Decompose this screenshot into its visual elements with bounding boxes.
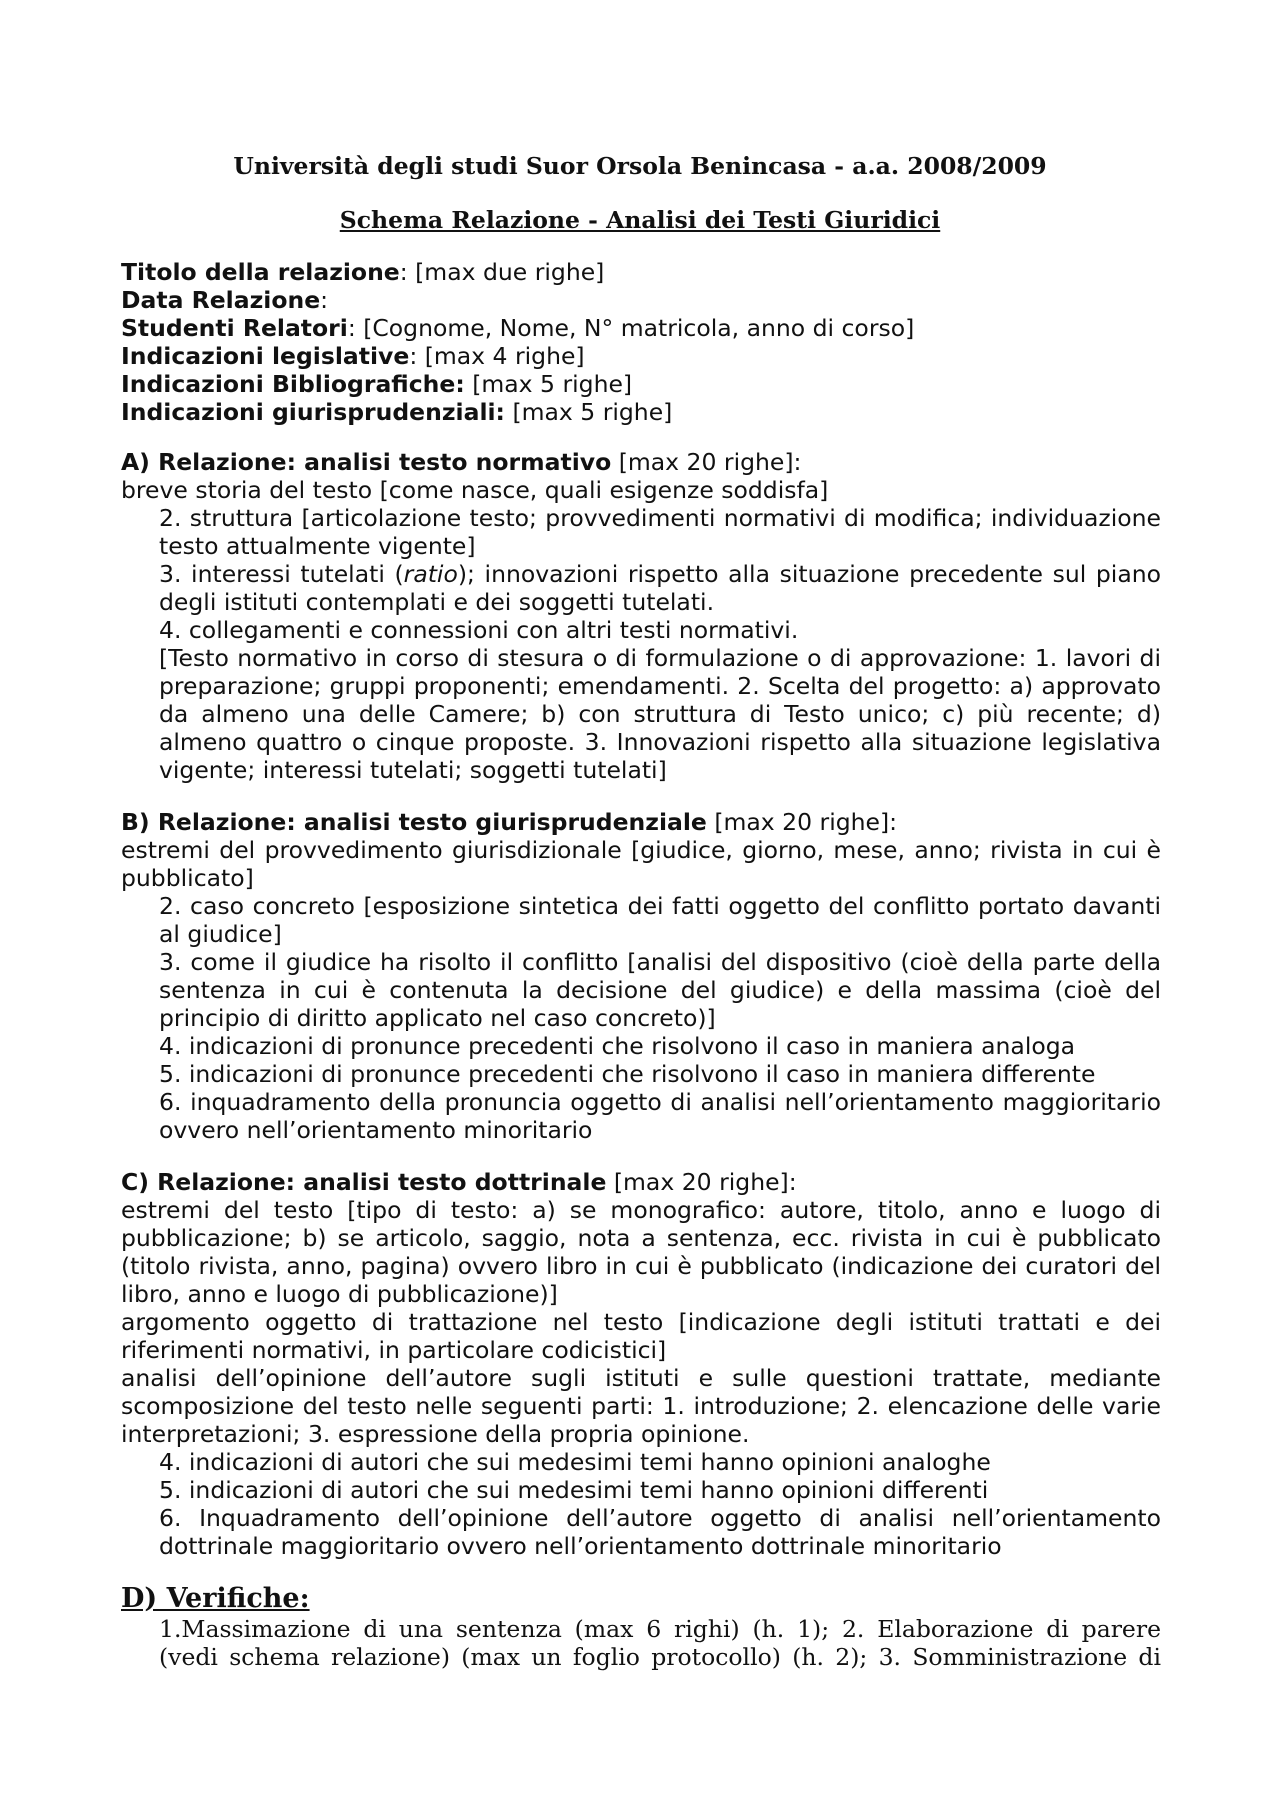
section-b-item-5: 5. indicazioni di pronunce precedenti che risolvono il caso in maniera differente (159, 1060, 1096, 1088)
field-giurisprudenziali (121, 398, 1161, 426)
field-legislative (121, 342, 1161, 370)
section-b-limit: [max 20 righe]: (706, 808, 898, 836)
field-label: Titolo della relazione (121, 258, 400, 286)
field-value: [max 5 righe] (512, 398, 673, 426)
section-a-item-4: 4. collegamenti e connessioni con altri testi normativi. (159, 616, 799, 644)
section-d-item-1: 1.Massimazione di una sentenza (max 6 righi) (h. 1); 2. Elaborazione di parere (vedi schema relazione) (max un foglio protocollo) (h. 2); 3. Somministrazione di (159, 1615, 1161, 1671)
field-label: Indicazioni legislative (121, 342, 410, 370)
section-d-title: D) Verifiche: (121, 1583, 310, 1614)
section-c-item-1: estremi del testo [tipo di testo: a) se monografico: autore, titolo, anno e luogo di pubblicazione; b) se articolo, saggio, nota a sentenza, ecc. rivista in cui è pubblicato (titolo rivista, anno, pagina) ovvero libro in cui è pubblicato (indicazione dei curatori del libro, anno e luogo di pubblicazione)] (121, 1196, 1161, 1308)
field-data (121, 286, 1161, 314)
section-a-item-1: breve storia del testo [come nasce, quali esigenze soddisfa] (121, 476, 829, 504)
section-b-item-6: 6. inquadramento della pronuncia oggetto di analisi nell’orientamento maggioritario ovvero nell’orientamento minoritario (159, 1088, 1161, 1144)
section-a-title (121, 448, 1161, 476)
field-value: [max due righe] (415, 258, 605, 286)
field-value: [max 5 righe] (472, 370, 633, 398)
section-c-item-5: 5. indicazioni di autori che sui medesimi temi hanno opinioni differenti (159, 1476, 989, 1504)
section-b-item-4: 4. indicazioni di pronunce precedenti che risolvono il caso in maniera analoga (159, 1032, 1076, 1060)
field-label: Data Relazione (121, 286, 321, 314)
field-sep: : (409, 342, 425, 370)
section-c (121, 1168, 1161, 1560)
section-b-item-2: 2. caso concreto [esposizione sintetica dei fatti oggetto del conflitto portato davanti al giudice] (159, 892, 1161, 948)
section-b-title (121, 808, 1161, 836)
section-b-heading: B) Relazione: analisi testo giurisprudenziale (121, 808, 707, 836)
field-titolo (121, 258, 1161, 286)
field-label: Indicazioni giurisprudenziali: (121, 398, 505, 426)
schema-title (0, 206, 1280, 234)
fields-block (121, 258, 1161, 426)
section-c-heading: C) Relazione: analisi testo dottrinale (121, 1168, 607, 1196)
section-c-item-6: 6. Inquadramento dell’opinione dell’autore oggetto di analisi nell’orientamento dottrinale maggioritario ovvero nell’orientamento dottrinale minoritario (159, 1504, 1161, 1560)
section-c-item-4: 4. indicazioni di autori che sui medesimi temi hanno opinioni analoghe (159, 1448, 991, 1476)
field-label: Indicazioni Bibliografiche: (121, 370, 465, 398)
section-b-item-1: estremi del provvedimento giurisdizionale [giudice, giorno, mese, anno; rivista in cui è pubblicato] (121, 836, 1161, 892)
section-a (121, 448, 1161, 784)
field-value: [Cognome, Nome, N° matricola, anno di corso] (363, 314, 915, 342)
schema-title-text: Schema Relazione - Analisi dei Testi Giuridici (339, 206, 941, 234)
section-d (121, 1583, 1161, 1671)
section-a-item-3-pre: 3. interessi tutelati ( (159, 560, 404, 588)
section-a-item-2: 2. struttura [articolazione testo; provvedimenti normativi di modifica; individuazione testo attualmente vigente] (159, 504, 1161, 560)
section-c-item-2: argomento oggetto di trattazione nel testo [indicazione degli istituti trattati e dei riferimenti normativi, in particolare codicistici] (121, 1308, 1161, 1364)
section-a-limit: [max 20 righe]: (611, 448, 802, 476)
section-a-item-3-post: ); innovazioni rispetto alla situazione precedente sul piano degli istituti contemplati e dei soggetti tutelati. (159, 560, 1161, 616)
field-value: [max 4 righe] (424, 342, 585, 370)
section-b-item-3: 3. come il giudice ha risolto il conflitto [analisi del dispositivo (cioè della parte della sentenza in cui è contenuta la decisione del giudice) e della massima (cioè del principio di diritto applicato nel caso concreto)] (159, 948, 1161, 1032)
section-b (121, 808, 1161, 1144)
field-bibliografiche (121, 370, 1161, 398)
section-a-item-3-italic: ratio (403, 560, 458, 588)
field-label: Studenti Relatori (121, 314, 348, 342)
section-a-item-5: [Testo normativo in corso di stesura o di formulazione o di approvazione: 1. lavori di preparazione; gruppi proponenti; emendamenti. 2. Scelta del progetto: a) approvato da almeno una delle Camere; b) con struttura di Testo unico; c) più recente; d) almeno quattro o cinque proposte. 3. Innovazioni rispetto alla situazione legislativa vigente; interessi tutelati; soggetti tutelati] (159, 644, 1161, 784)
university-title: Università degli studi Suor Orsola Benincasa - a.a. 2008/2009 (233, 152, 1047, 180)
field-sep: : (320, 286, 329, 314)
section-c-item-3: analisi dell’opinione dell’autore sugli istituti e sulle questioni trattate, mediante scomposizione del testo nelle seguenti parti: 1. introduzione; 2. elencazione delle varie interpretazioni; 3. espressione della propria opinione. (121, 1364, 1161, 1448)
section-a-item-3 (121, 560, 1161, 616)
field-sep: : (347, 314, 364, 342)
field-studenti (121, 314, 1161, 342)
section-c-limit: [max 20 righe]: (606, 1168, 797, 1196)
section-a-heading: A) Relazione: analisi testo normativo (121, 448, 612, 476)
field-sep: : (399, 258, 416, 286)
section-c-title (121, 1168, 1161, 1196)
